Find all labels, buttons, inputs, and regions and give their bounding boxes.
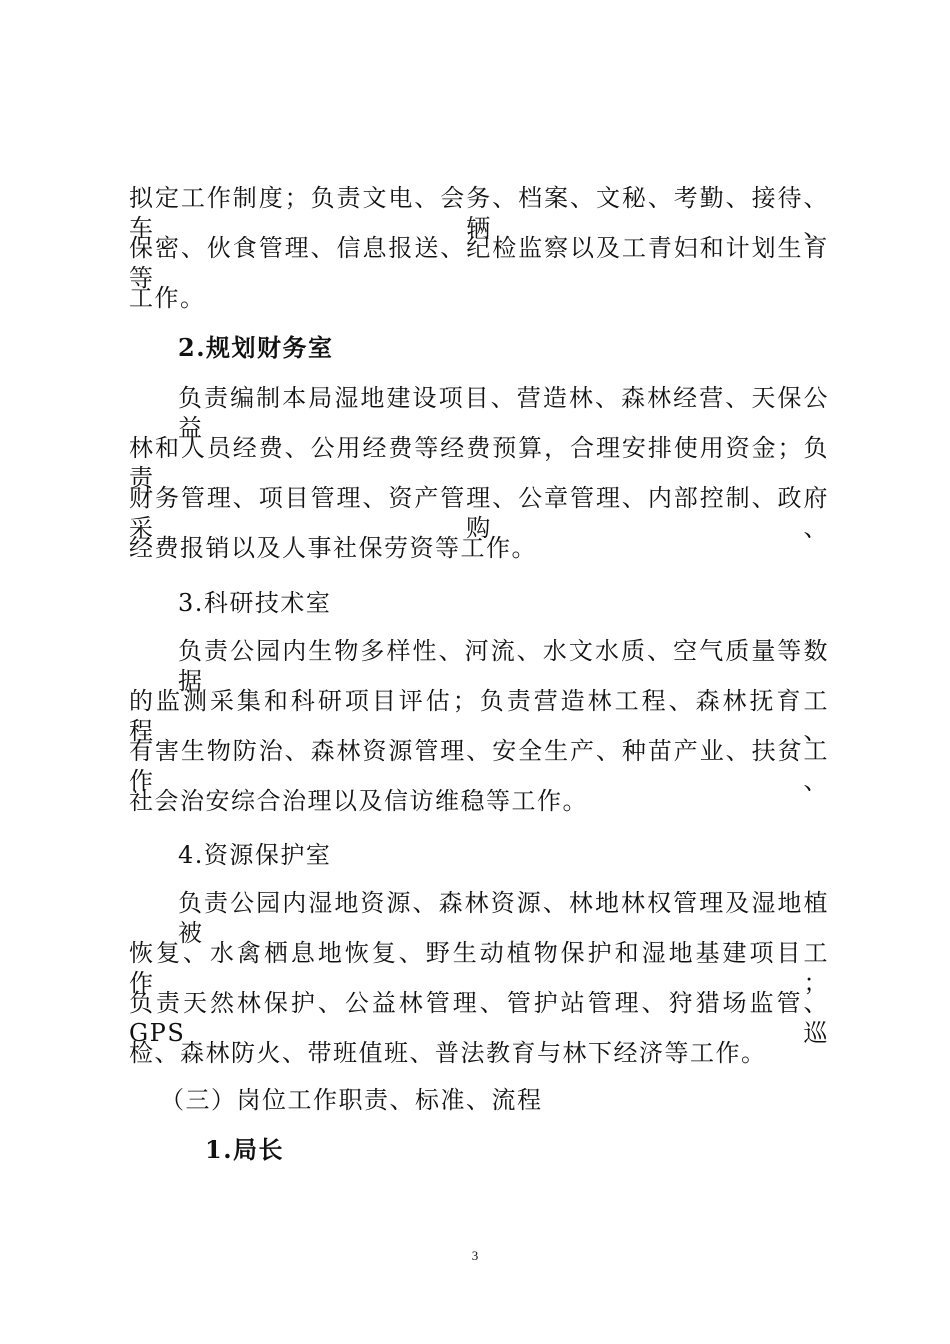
paragraph-2-line-2: 林和人员经费、公用经费等经费预算，合理安排使用资金；负责: [129, 434, 829, 492]
paragraph-3-line-4: 社会治安综合治理以及信访维稳等工作。: [129, 787, 588, 815]
paragraph-3-line-3: 有害生物防治、森林资源管理、安全生产、种苗产业、扶贫工作、: [129, 737, 829, 795]
heading-director: 1.局长: [205, 1135, 285, 1164]
paragraph-3-line-1: 负责公园内生物多样性、河流、水文水质、空气质量等数据: [178, 637, 829, 695]
paragraph-3-line-2: 的监测采集和科研项目评估；负责营造林工程、森林抚育工程、: [129, 687, 829, 745]
paragraph-1-line-2: 保密、伙食管理、信息报送、纪检监察以及工青妇和计划生育等: [129, 234, 829, 292]
paragraph-4-line-4: 检、森林防火、带班值班、普法教育与林下经济等工作。: [129, 1039, 767, 1067]
paragraph-2-line-3: 财务管理、项目管理、资产管理、公章管理、内部控制、政府采购、: [129, 484, 829, 542]
paragraph-4-line-3: 负责天然林保护、公益林管理、管护站管理、狩猎场监管、GPS巡: [129, 989, 829, 1047]
paragraph-2-line-4: 经费报销以及人事社保劳资等工作。: [129, 534, 537, 562]
heading-resource-protection-office: 4.资源保护室: [178, 841, 332, 869]
paragraph-4-line-2: 恢复、水禽栖息地恢复、野生动植物保护和湿地基建项目工作；: [129, 939, 829, 997]
paragraph-1-line-1: 拟定工作制度；负责文电、会务、档案、文秘、考勤、接待、车辆、: [129, 184, 829, 242]
heading-research-technology-office: 3.科研技术室: [178, 589, 332, 617]
page-number: 3: [471, 1248, 479, 1263]
paragraph-2-line-1: 负责编制本局湿地建设项目、营造林、森林经营、天保公益: [178, 384, 829, 442]
heading-planning-finance-office: 2.规划财务室: [178, 333, 334, 362]
heading-section-3-job-duties: （三）岗位工作职责、标准、流程: [160, 1086, 543, 1114]
paragraph-1-line-3: 工作。: [129, 284, 206, 312]
paragraph-4-line-1: 负责公园内湿地资源、森林资源、林地林权管理及湿地植被: [178, 889, 829, 947]
